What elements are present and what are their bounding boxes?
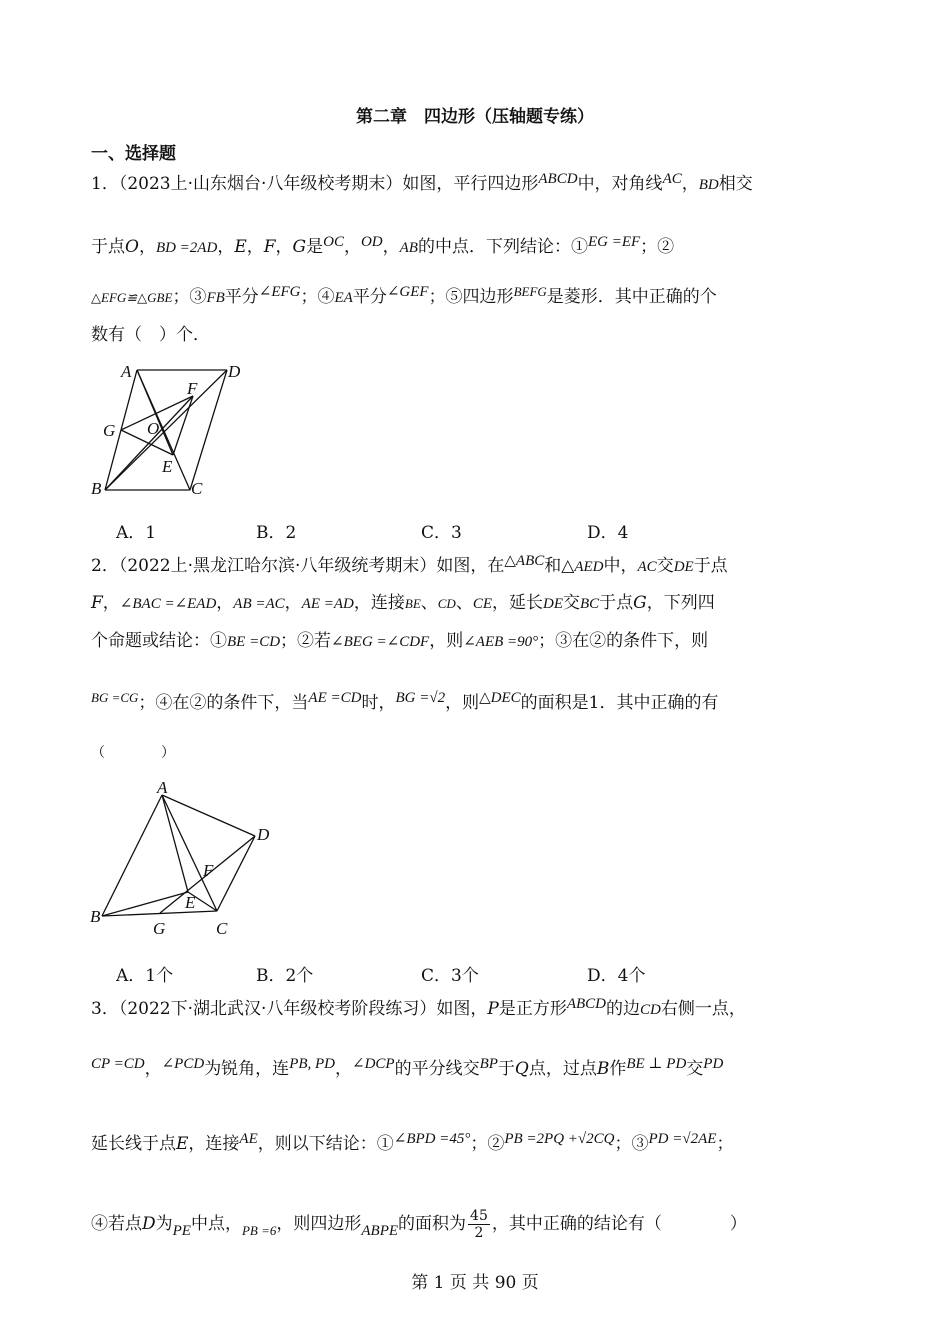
q1-line-2: 于点O，BD =2AD，E，F，G是OC，OD，AB的中点．下列结论：①EG =EF；② [91,234,675,257]
segment-dc [217,836,255,911]
label-o: O [147,419,160,438]
page-footer: 第 1 页 共 90 页 [411,1273,539,1293]
q2-option-b[interactable]: B．2个 [256,966,314,986]
label-a: A [121,362,132,381]
label-d: D [228,362,241,381]
q3-line-3: 延长线于点E，连接AE，则以下结论：①∠BPD =45°；②PB =2PQ +√2CQ；③PD =√2AE； [91,1131,734,1154]
label-e: E [162,457,173,476]
label-f: F [187,379,198,398]
segment-ae [162,795,188,892]
label-c: C [191,479,203,498]
q1-option-c[interactable]: C．3 [421,523,462,543]
q2-option-c[interactable]: C．3个 [421,966,479,986]
q3-line-2: CP =CD，∠PCD为锐角，连PB, PD，∠DCP的平分线交BP于Q点，过点B作BE ⊥ PD交PD [91,1056,724,1079]
q1-option-b[interactable]: B．2 [256,523,297,543]
q2-triangle-figure [85,780,285,940]
q1-line-4: 数有（ ）个． [91,325,210,345]
label-e: E [185,893,196,912]
section-heading: 一、选择题 [91,144,176,164]
q3-line-4: ④若点D为PE中点，$_{PB =6}$，则四边形ABPE的面积为 $\frac{45}{2}$ ，其中正确的结论有（ ） [91,1208,747,1241]
label-f: F [203,861,214,880]
label-b: B [90,907,101,926]
label-g: G [103,421,116,440]
label-b: B [91,479,102,498]
q1-line-3: △EFG≌△GBE；③FB平分∠EFG；④EA平分∠GEF；⑤四边形$^{BEFG}$是菱形．其中正确的个 [91,284,717,307]
q2-line-5: （ ） [91,745,175,761]
q1-parallelogram-figure [85,358,255,503]
q2-line-2: F，∠BAC =∠EAD，AB =AC，AE =AD，连接BE、CD、CE，延长DE交BC于点G，下列四 [91,593,715,613]
segment-fe [173,396,193,455]
fraction-45-over-2: $\frac{45}{2}$ [470,1208,488,1241]
segment-ab [102,795,162,916]
q2-line-3: 个命题或结论：①BE =CD；②若∠BEG =∠CDF，则∠AEB =90°；③在②的条件下，则 [91,631,709,651]
q2-option-a[interactable]: A．1个 [116,966,174,986]
page-title: 第二章 四边形（压轴题专练） [356,107,594,127]
segment-ad [162,795,255,836]
q2-option-d[interactable]: D．4个 [587,966,646,986]
label-d: D [257,825,270,844]
label-g: G [153,919,166,938]
label-c: C [216,919,228,938]
label-a: A [157,780,168,797]
q1-line-1: 1．（2023上·山东烟台·八年级校考期末）如图，平行四边形ABCD中，对角线AC，BD相交 [91,171,753,194]
q1-option-a[interactable]: A．1 [116,523,157,543]
q2-line-4: $^{BG =CG}$；④在②的条件下，当AE =CD时，BG =√2，则△DEC的面积是1．其中正确的有 [91,690,719,713]
q3-line-1: 3．（2022下·湖北武汉·八年级校考阶段练习）如图，P是正方形ABCD的边CD右侧一点， [91,996,746,1019]
segment-ae [137,370,173,455]
q1-option-d[interactable]: D．4 [587,523,629,543]
q2-line-1: 2．（2022上·黑龙江哈尔滨·八年级统考期末）如图，在△ABC和△AED中，AC交DE于点 [91,553,728,576]
